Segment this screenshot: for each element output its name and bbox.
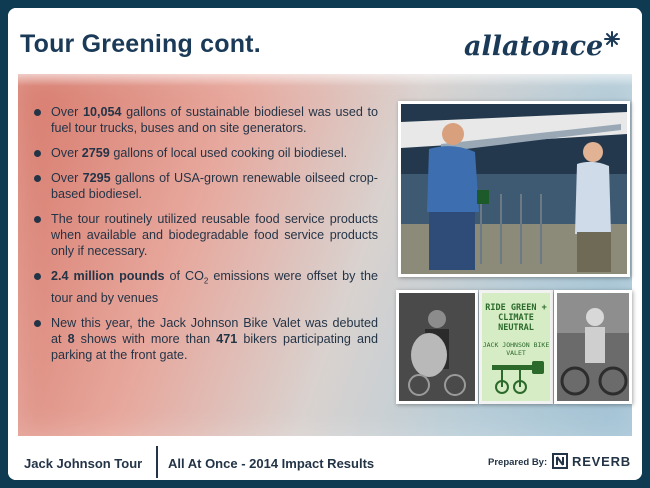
- reverb-logo-text: REVERB: [572, 454, 631, 469]
- logo-text: allatonce: [464, 31, 604, 62]
- bullet-dot: [34, 273, 41, 280]
- sign-line-1: RIDE GREEN +: [485, 303, 547, 313]
- slide-title: Tour Greening cont.: [20, 30, 261, 58]
- bullet-dot: [34, 109, 41, 116]
- reverb-logo-icon: [552, 453, 568, 469]
- bullet-item: Over 2759 gallons of local used cooking oil biodiesel.: [32, 145, 378, 161]
- bullet-item: Over 10,054 gallons of sustainable biodiesel was used to fuel tour trucks, buses and on site generators.: [32, 104, 378, 136]
- slide: [8, 8, 642, 480]
- sign-line-2b: NEUTRAL: [498, 323, 534, 333]
- bike-valet-icon: [482, 357, 550, 401]
- bullet-dot: [34, 175, 41, 182]
- footer-divider: [156, 446, 158, 478]
- bullet-list: [32, 104, 378, 372]
- footer-report-title: All At Once - 2014 Impact Results: [168, 456, 375, 471]
- all-at-once-logo: [462, 22, 622, 66]
- slide-header: [8, 8, 642, 74]
- bullet-dot: [34, 320, 41, 327]
- bullet-item: 2.4 million pounds of $CO_2$ emissions were offset by the tour and by venues: [32, 268, 378, 306]
- content-panel: [18, 74, 632, 436]
- footer-tour-name: Jack Johnson Tour: [24, 456, 143, 471]
- sign-line-3: JACK JOHNSON BIKE VALET: [482, 341, 550, 357]
- sun-icon: [605, 32, 619, 46]
- fueling-photo: [398, 101, 630, 277]
- bullet-item: New this year, the Jack Johnson Bike Valet was debuted at 8 shows with more than 471 bikers participating and parking at the front gate.: [32, 315, 378, 363]
- bike-rider-photo: [554, 290, 632, 404]
- bike-valet-sign: [479, 290, 553, 404]
- surfboard-photo: [396, 290, 478, 404]
- bullet-item: The tour routinely utilized reusable food service products when available and biodegradable food service products only if necessary.: [32, 211, 378, 259]
- bullet-dot: [34, 150, 41, 157]
- slide-footer: [8, 436, 642, 480]
- bullet-dot: [34, 216, 41, 223]
- sign-line-2: CLIMATE: [498, 313, 534, 323]
- bullet-item: Over 7295 gallons of USA-grown renewable oilseed crop-based biodiesel.: [32, 170, 378, 202]
- prepared-by-label: Prepared By:: [488, 457, 548, 468]
